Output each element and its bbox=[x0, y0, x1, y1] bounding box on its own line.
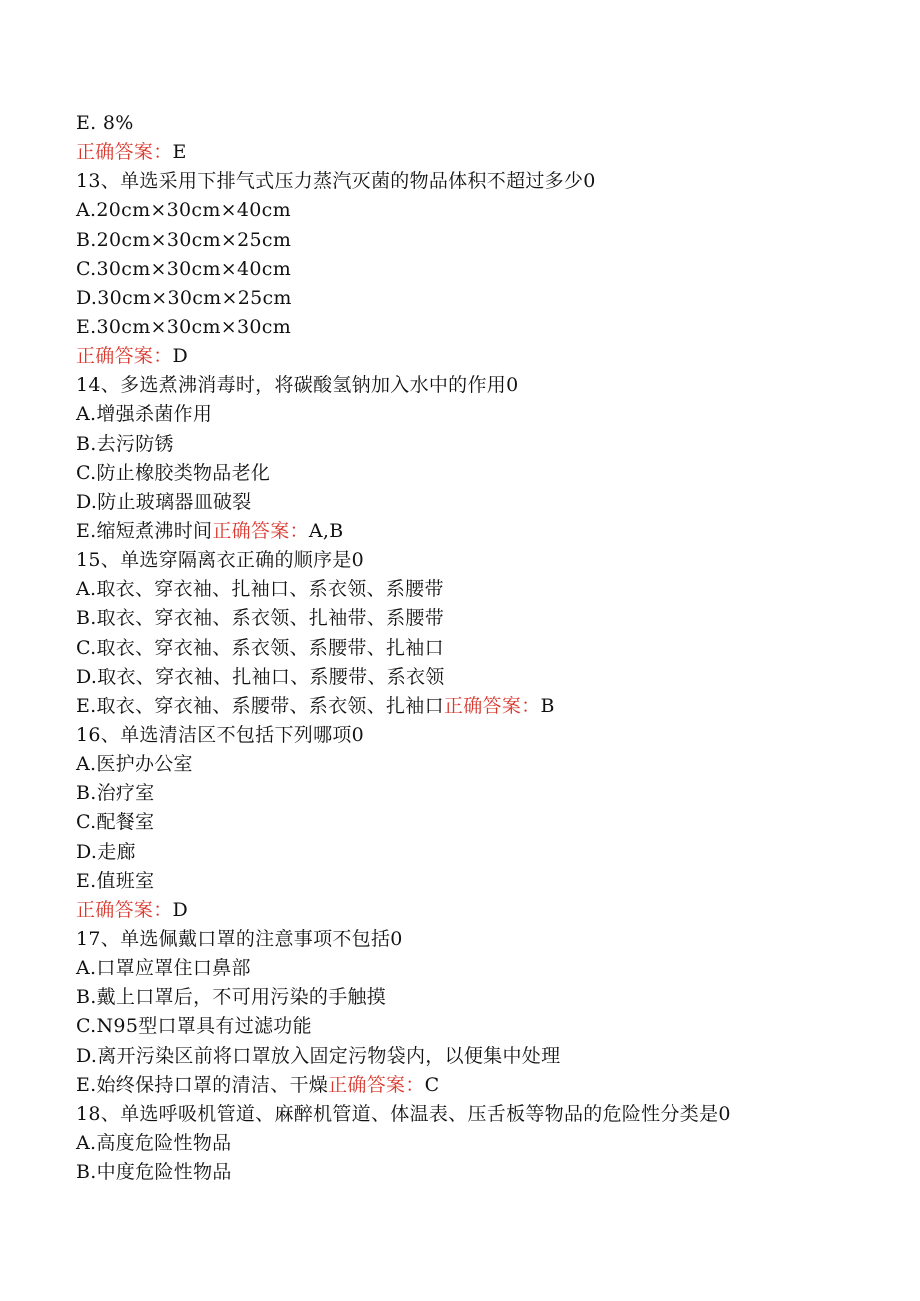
exam-document bbox=[76, 109, 906, 1187]
answer-option: D.走廊 bbox=[76, 840, 136, 863]
answer-option: C.配餐室 bbox=[76, 811, 155, 834]
correct-answer bbox=[76, 342, 906, 371]
answer-option: D.离开污染区前将口罩放入固定污物袋内，以便集中处理 bbox=[76, 1044, 561, 1067]
correct-answer-label: 正确答案： bbox=[212, 519, 309, 542]
correct-answer-label: 正确答案： bbox=[443, 694, 541, 717]
answer-option: C.防止橡胶类物品老化 bbox=[76, 461, 271, 484]
answer-option: B.治疗室 bbox=[76, 782, 155, 805]
answer-option-with-answer bbox=[76, 517, 906, 546]
correct-answer-value: A,B bbox=[308, 519, 344, 542]
answer-option: A.高度危险性物品 bbox=[76, 1131, 232, 1154]
answer-option: A.口罩应罩住口鼻部 bbox=[76, 957, 251, 980]
answer-option: C.取衣、穿衣袖、系衣领、系腰带、扎袖口 bbox=[76, 636, 444, 659]
answer-option-text: E.始终保持口罩的清洁、干燥 bbox=[76, 1073, 329, 1096]
answer-option: D.取衣、穿衣袖、扎袖口、系腰带、系衣领 bbox=[76, 665, 445, 688]
correct-answer-label: 正确答案： bbox=[328, 1073, 425, 1096]
correct-answer-value: D bbox=[172, 345, 189, 368]
correct-answer-value: D bbox=[172, 898, 189, 921]
correct-answer-label: 正确答案： bbox=[76, 141, 173, 164]
answer-option: A.20cm×30cm×40cm bbox=[76, 199, 291, 222]
answer-option: E.30cm×30cm×30cm bbox=[76, 315, 292, 338]
correct-answer-label: 正确答案： bbox=[76, 345, 173, 368]
answer-option: E. 8% bbox=[76, 112, 134, 134]
correct-answer-label: 正确答案： bbox=[76, 898, 173, 921]
answer-option: D.30cm×30cm×25cm bbox=[76, 286, 292, 309]
answer-option: B.戴上口罩后，不可用污染的手触摸 bbox=[76, 986, 387, 1009]
correct-answer bbox=[76, 138, 906, 167]
answer-option: C.N95型口罩具有过滤功能 bbox=[76, 1015, 312, 1038]
question-text: 13、单选采用下排气式压力蒸汽灭菌的物品体积不超过多少0 bbox=[76, 170, 596, 193]
answer-option: A.增强杀菌作用 bbox=[76, 403, 213, 426]
correct-answer-value: C bbox=[424, 1073, 440, 1096]
answer-option: B.中度危险性物品 bbox=[76, 1161, 232, 1184]
correct-answer-value: E bbox=[172, 141, 187, 164]
question-text: 17、单选佩戴口罩的注意事项不包括0 bbox=[76, 927, 403, 950]
answer-option: E.值班室 bbox=[76, 869, 155, 892]
question-text: 16、单选清洁区不包括下列哪项0 bbox=[76, 723, 365, 746]
answer-option-with-answer bbox=[76, 1071, 906, 1100]
answer-option: C.30cm×30cm×40cm bbox=[76, 257, 292, 280]
answer-option: A.取衣、穿衣袖、扎袖口、系衣领、系腰带 bbox=[76, 578, 444, 601]
correct-answer-value: B bbox=[540, 694, 555, 717]
correct-answer bbox=[76, 896, 906, 925]
answer-option: B.去污防锈 bbox=[76, 432, 174, 455]
answer-option-with-answer bbox=[76, 692, 906, 721]
answer-option: B.20cm×30cm×25cm bbox=[76, 228, 292, 251]
answer-option: A.医护办公室 bbox=[76, 753, 193, 776]
answer-option: D.防止玻璃器皿破裂 bbox=[76, 490, 252, 513]
question-text: 15、单选穿隔离衣正确的顺序是0 bbox=[76, 549, 365, 572]
answer-option: B.取衣、穿衣袖、系衣领、扎袖带、系腰带 bbox=[76, 607, 445, 630]
answer-option-text: E.缩短煮沸时间 bbox=[76, 519, 213, 542]
question-text: 14、多选煮沸消毒时，将碳酸氢钠加入水中的作用0 bbox=[76, 374, 519, 397]
answer-option-text: E.取衣、穿衣袖、系腰带、系衣领、扎袖口 bbox=[76, 694, 444, 717]
question-text: 18、单选呼吸机管道、麻醉机管道、体温表、压舌板等物品的危险性分类是0 bbox=[76, 1102, 731, 1125]
